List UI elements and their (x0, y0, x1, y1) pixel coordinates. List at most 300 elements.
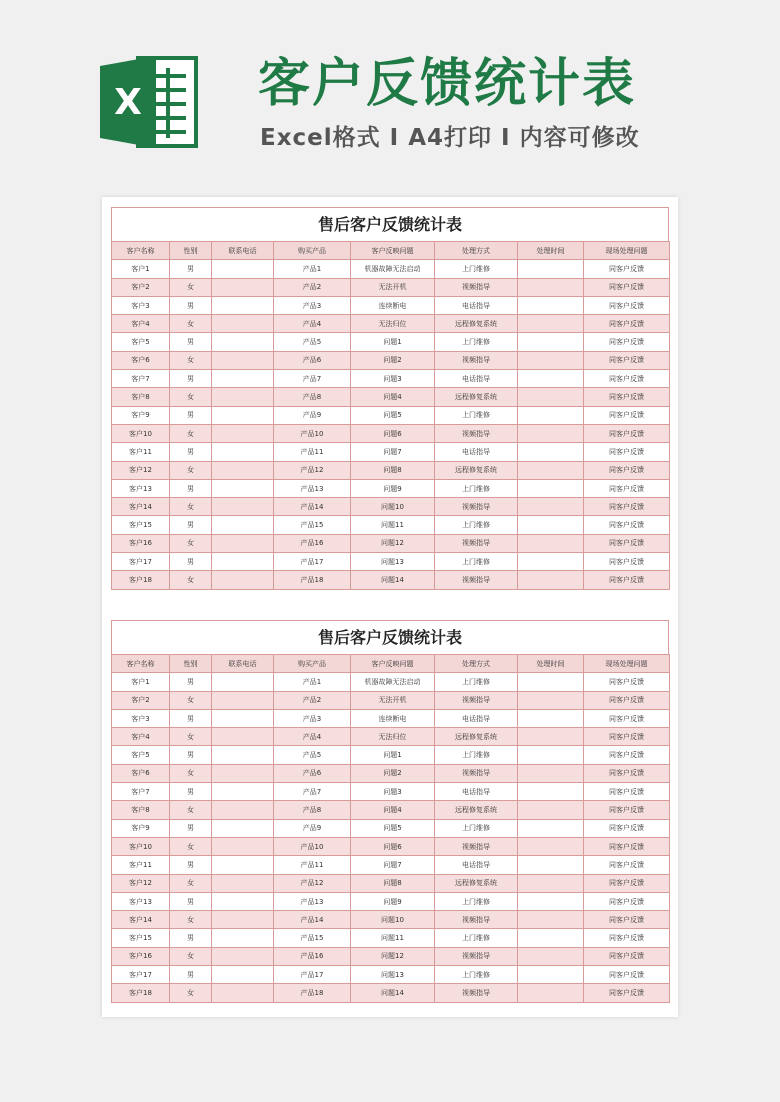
table-cell[interactable]: 产品13 (274, 479, 351, 497)
table-cell[interactable] (518, 984, 584, 1002)
table-cell[interactable]: 男 (170, 709, 212, 727)
table-cell[interactable]: 同客户反馈 (584, 874, 670, 892)
table-cell[interactable]: 问题5 (351, 819, 435, 837)
table-cell[interactable]: 远程修复系统 (435, 728, 518, 746)
table-cell[interactable]: 同客户反馈 (584, 929, 670, 947)
table-row (112, 424, 670, 442)
table-cell[interactable] (518, 424, 584, 442)
excel-logo-icon (96, 52, 200, 152)
table-cell[interactable] (518, 333, 584, 351)
table-cell[interactable]: 客户16 (112, 534, 170, 552)
table-cell[interactable] (518, 461, 584, 479)
table-cell[interactable]: 上门维修 (435, 746, 518, 764)
table-cell[interactable] (518, 801, 584, 819)
table-cell[interactable]: 远程修复系统 (435, 801, 518, 819)
table-cell[interactable]: 男 (170, 673, 212, 691)
table-cell[interactable]: 女 (170, 571, 212, 589)
table-cell[interactable] (212, 947, 274, 965)
table-cell[interactable] (518, 911, 584, 929)
table-cell[interactable]: 客户17 (112, 553, 170, 571)
table-cell[interactable] (518, 498, 584, 516)
table-cell[interactable]: 女 (170, 424, 212, 442)
table-cell[interactable]: 客户8 (112, 801, 170, 819)
table-cell[interactable] (518, 516, 584, 534)
table-cell[interactable] (212, 443, 274, 461)
table-cell[interactable]: 视频指导 (435, 278, 518, 296)
table-cell[interactable]: 产品16 (274, 534, 351, 552)
table-cell[interactable]: 问题1 (351, 746, 435, 764)
table-row (112, 553, 670, 571)
table-row (112, 673, 670, 691)
table-cell[interactable] (518, 728, 584, 746)
table-cell[interactable]: 产品12 (274, 461, 351, 479)
table-cell[interactable]: 无法归位 (351, 315, 435, 333)
table-cell[interactable] (212, 553, 274, 571)
table-cell[interactable] (518, 892, 584, 910)
table-cell[interactable]: 问题10 (351, 911, 435, 929)
table-cell[interactable]: 机器故障无法启动 (351, 673, 435, 691)
table-cell[interactable]: 视频指导 (435, 947, 518, 965)
table-cell[interactable]: 产品18 (274, 984, 351, 1002)
table-cell[interactable]: 男 (170, 746, 212, 764)
table-cell[interactable] (518, 370, 584, 388)
table-cell[interactable]: 同客户反馈 (584, 443, 670, 461)
table-cell[interactable]: 上门维修 (435, 819, 518, 837)
table-cell[interactable]: 女 (170, 691, 212, 709)
table-cell[interactable]: 无法开机 (351, 278, 435, 296)
table-cell[interactable]: 同客户反馈 (584, 984, 670, 1002)
table-cell[interactable]: 女 (170, 984, 212, 1002)
table-row (112, 947, 670, 965)
table-cell[interactable]: 产品7 (274, 783, 351, 801)
table-cell[interactable]: 女 (170, 764, 212, 782)
table-cell[interactable]: 上门维修 (435, 553, 518, 571)
table-cell[interactable] (212, 406, 274, 424)
table-cell[interactable]: 连续断电 (351, 296, 435, 314)
table-cell[interactable]: 问题5 (351, 406, 435, 424)
table-cell[interactable] (518, 966, 584, 984)
table-cell[interactable] (212, 966, 274, 984)
table-cell[interactable] (212, 746, 274, 764)
table-cell[interactable]: 电话指导 (435, 856, 518, 874)
table-cell[interactable]: 问题3 (351, 783, 435, 801)
table-cell[interactable]: 男 (170, 406, 212, 424)
table-cell[interactable]: 女 (170, 461, 212, 479)
table-cell[interactable] (212, 819, 274, 837)
table-cell[interactable]: 同客户反馈 (584, 837, 670, 855)
table-cell[interactable]: 客户11 (112, 856, 170, 874)
table-cell[interactable]: 远程修复系统 (435, 388, 518, 406)
table-cell[interactable] (212, 673, 274, 691)
table-cell[interactable] (518, 534, 584, 552)
table-cell[interactable]: 产品6 (274, 764, 351, 782)
table-cell[interactable] (212, 516, 274, 534)
table-cell[interactable]: 同客户反馈 (584, 553, 670, 571)
table-cell[interactable]: 问题6 (351, 837, 435, 855)
table-cell[interactable]: 同客户反馈 (584, 278, 670, 296)
table-cell[interactable] (212, 874, 274, 892)
table-cell[interactable]: 同客户反馈 (584, 534, 670, 552)
table-cell[interactable] (212, 333, 274, 351)
table-cell[interactable]: 客户10 (112, 837, 170, 855)
table-cell[interactable]: 客户15 (112, 929, 170, 947)
table-cell[interactable] (212, 534, 274, 552)
table-cell[interactable]: 产品4 (274, 315, 351, 333)
table-cell[interactable] (212, 929, 274, 947)
table-cell[interactable]: 同客户反馈 (584, 333, 670, 351)
table-cell[interactable]: 问题12 (351, 534, 435, 552)
table-header-row (112, 242, 670, 260)
table-cell[interactable]: 产品8 (274, 388, 351, 406)
table-cell[interactable]: 男 (170, 856, 212, 874)
table-cell[interactable]: 电话指导 (435, 370, 518, 388)
table-cell[interactable]: 客户10 (112, 424, 170, 442)
table-cell[interactable]: 问题10 (351, 498, 435, 516)
table-cell[interactable]: 女 (170, 498, 212, 516)
table-cell[interactable] (518, 315, 584, 333)
table-cell[interactable]: 同客户反馈 (584, 783, 670, 801)
table-row (112, 370, 670, 388)
table-cell[interactable]: 视频指导 (435, 691, 518, 709)
table-cell[interactable]: 同客户反馈 (584, 498, 670, 516)
table-cell[interactable]: 问题11 (351, 929, 435, 947)
table-cell[interactable]: 远程修复系统 (435, 461, 518, 479)
table-cell[interactable] (518, 746, 584, 764)
table-cell[interactable]: 客户1 (112, 673, 170, 691)
table-cell[interactable]: 问题7 (351, 856, 435, 874)
table-cell[interactable]: 同客户反馈 (584, 260, 670, 278)
table-cell[interactable]: 女 (170, 534, 212, 552)
table-cell[interactable]: 产品10 (274, 424, 351, 442)
table-cell[interactable]: 无法归位 (351, 728, 435, 746)
table-cell[interactable]: 男 (170, 479, 212, 497)
table-cell[interactable]: 问题1 (351, 333, 435, 351)
table-cell[interactable] (518, 571, 584, 589)
table-cell[interactable]: 产品4 (274, 728, 351, 746)
table-cell[interactable]: 连续断电 (351, 709, 435, 727)
table-cell[interactable]: 问题6 (351, 424, 435, 442)
table-cell[interactable]: 上门维修 (435, 406, 518, 424)
table-cell[interactable] (212, 498, 274, 516)
table-cell[interactable]: 电话指导 (435, 783, 518, 801)
table-cell[interactable]: 男 (170, 553, 212, 571)
table-cell[interactable]: 问题11 (351, 516, 435, 534)
table-cell[interactable]: 同客户反馈 (584, 351, 670, 369)
table-cell[interactable]: 同客户反馈 (584, 370, 670, 388)
table-cell[interactable] (212, 892, 274, 910)
table-cell[interactable]: 同客户反馈 (584, 764, 670, 782)
table-cell[interactable]: 客户3 (112, 296, 170, 314)
table-cell[interactable]: 同客户反馈 (584, 673, 670, 691)
table-cell[interactable] (518, 296, 584, 314)
table-cell[interactable]: 男 (170, 783, 212, 801)
table-cell[interactable] (212, 911, 274, 929)
table-cell[interactable]: 产品6 (274, 351, 351, 369)
table-cell[interactable]: 产品7 (274, 370, 351, 388)
table-cell[interactable]: 产品14 (274, 498, 351, 516)
table-cell[interactable]: 客户14 (112, 498, 170, 516)
table-cell[interactable] (212, 837, 274, 855)
table-cell[interactable] (518, 673, 584, 691)
table-cell[interactable]: 男 (170, 260, 212, 278)
table-cell[interactable] (518, 874, 584, 892)
table-cell[interactable]: 客户15 (112, 516, 170, 534)
table-cell[interactable]: 客户16 (112, 947, 170, 965)
table-cell[interactable]: 客户6 (112, 764, 170, 782)
table-cell[interactable]: 产品11 (274, 856, 351, 874)
table-cell[interactable]: 女 (170, 728, 212, 746)
table-cell[interactable]: 客户14 (112, 911, 170, 929)
table-cell[interactable] (518, 443, 584, 461)
table-cell[interactable] (212, 461, 274, 479)
table-cell[interactable]: 上门维修 (435, 333, 518, 351)
table-cell[interactable]: 问题7 (351, 443, 435, 461)
table-cell[interactable]: 产品12 (274, 874, 351, 892)
table-cell[interactable]: 产品17 (274, 966, 351, 984)
table-cell[interactable] (518, 691, 584, 709)
table-cell[interactable]: 问题12 (351, 947, 435, 965)
table-cell[interactable]: 同客户反馈 (584, 911, 670, 929)
table-cell[interactable]: 远程修复系统 (435, 315, 518, 333)
table-cell[interactable]: 上门维修 (435, 966, 518, 984)
table-cell[interactable]: 产品18 (274, 571, 351, 589)
table-cell[interactable]: 问题8 (351, 874, 435, 892)
table-cell[interactable] (518, 351, 584, 369)
table-cell[interactable]: 同客户反馈 (584, 388, 670, 406)
table-cell[interactable]: 电话指导 (435, 709, 518, 727)
table-cell[interactable] (212, 315, 274, 333)
table-row (112, 443, 670, 461)
table-cell[interactable]: 女 (170, 315, 212, 333)
table-cell[interactable] (518, 278, 584, 296)
table-cell[interactable] (212, 296, 274, 314)
table-cell[interactable]: 男 (170, 929, 212, 947)
table-cell[interactable]: 客户18 (112, 571, 170, 589)
table-cell[interactable] (518, 929, 584, 947)
table-cell[interactable]: 问题4 (351, 388, 435, 406)
table-cell[interactable]: 远程修复系统 (435, 874, 518, 892)
table-cell[interactable]: 同客户反馈 (584, 691, 670, 709)
table-cell[interactable] (518, 783, 584, 801)
table-cell[interactable]: 客户9 (112, 406, 170, 424)
table-cell[interactable]: 同客户反馈 (584, 709, 670, 727)
table-cell[interactable]: 同客户反馈 (584, 571, 670, 589)
table-cell[interactable]: 问题13 (351, 553, 435, 571)
table-cell[interactable] (212, 801, 274, 819)
table-cell[interactable] (212, 691, 274, 709)
table-cell[interactable] (212, 260, 274, 278)
table-cell[interactable] (518, 479, 584, 497)
table-cell[interactable] (518, 553, 584, 571)
table-cell[interactable]: 同客户反馈 (584, 947, 670, 965)
table-cell[interactable] (212, 709, 274, 727)
table-cell[interactable]: 产品5 (274, 746, 351, 764)
table-cell[interactable] (212, 388, 274, 406)
table-cell[interactable]: 同客户反馈 (584, 315, 670, 333)
table-cell[interactable]: 同客户反馈 (584, 801, 670, 819)
table-cell[interactable]: 男 (170, 443, 212, 461)
table-cell[interactable]: 同客户反馈 (584, 406, 670, 424)
table-cell[interactable]: 产品15 (274, 516, 351, 534)
table-cell[interactable]: 客户13 (112, 892, 170, 910)
table-cell[interactable]: 同客户反馈 (584, 479, 670, 497)
table-cell[interactable] (212, 571, 274, 589)
table-cell[interactable]: 问题8 (351, 461, 435, 479)
table-cell[interactable]: 客户12 (112, 874, 170, 892)
table-cell[interactable]: 上门维修 (435, 479, 518, 497)
table-cell[interactable]: 客户5 (112, 333, 170, 351)
table-cell[interactable]: 产品3 (274, 709, 351, 727)
table-cell[interactable]: 问题3 (351, 370, 435, 388)
table-cell[interactable]: 视频指导 (435, 911, 518, 929)
table-cell[interactable]: 客户5 (112, 746, 170, 764)
table-cell[interactable]: 机器故障无法启动 (351, 260, 435, 278)
table-cell[interactable] (212, 351, 274, 369)
table-cell[interactable]: 女 (170, 947, 212, 965)
table-cell[interactable] (518, 947, 584, 965)
table-cell[interactable]: 问题13 (351, 966, 435, 984)
table-cell[interactable]: 客户9 (112, 819, 170, 837)
table-cell[interactable]: 客户1 (112, 260, 170, 278)
table-cell[interactable]: 客户7 (112, 370, 170, 388)
table-cell[interactable]: 视频指导 (435, 764, 518, 782)
table-cell[interactable]: 女 (170, 388, 212, 406)
table-cell[interactable]: 女 (170, 911, 212, 929)
table-cell[interactable]: 客户6 (112, 351, 170, 369)
table-cell[interactable]: 同客户反馈 (584, 819, 670, 837)
table-cell[interactable]: 问题14 (351, 984, 435, 1002)
table-cell[interactable] (518, 837, 584, 855)
table-cell[interactable]: 男 (170, 892, 212, 910)
table-cell[interactable] (518, 709, 584, 727)
table-cell[interactable]: 男 (170, 819, 212, 837)
table-cell[interactable]: 产品14 (274, 911, 351, 929)
table-cell[interactable]: 视频指导 (435, 534, 518, 552)
table-cell[interactable]: 客户2 (112, 278, 170, 296)
table-cell[interactable] (518, 388, 584, 406)
table-cell[interactable]: 同客户反馈 (584, 296, 670, 314)
table-cell[interactable]: 同客户反馈 (584, 424, 670, 442)
table-cell[interactable]: 同客户反馈 (584, 892, 670, 910)
table-cell[interactable]: 产品15 (274, 929, 351, 947)
table-cell[interactable]: 问题9 (351, 892, 435, 910)
table-cell[interactable]: 客户3 (112, 709, 170, 727)
table-cell[interactable]: 男 (170, 370, 212, 388)
table-cell[interactable]: 问题9 (351, 479, 435, 497)
table-cell[interactable]: 男 (170, 333, 212, 351)
table-cell[interactable]: 产品13 (274, 892, 351, 910)
table-cell[interactable]: 客户18 (112, 984, 170, 1002)
table-cell[interactable]: 男 (170, 296, 212, 314)
table-cell[interactable] (212, 856, 274, 874)
table-cell[interactable]: 女 (170, 278, 212, 296)
table-cell[interactable] (212, 370, 274, 388)
table-cell[interactable]: 产品2 (274, 691, 351, 709)
table-cell[interactable]: 上门维修 (435, 892, 518, 910)
table-cell[interactable]: 女 (170, 801, 212, 819)
table-cell[interactable]: 客户17 (112, 966, 170, 984)
table-cell[interactable]: 问题14 (351, 571, 435, 589)
table-cell[interactable]: 上门维修 (435, 516, 518, 534)
table-cell[interactable]: 客户4 (112, 728, 170, 746)
table-cell[interactable]: 产品8 (274, 801, 351, 819)
table-cell[interactable]: 客户7 (112, 783, 170, 801)
table-cell[interactable]: 产品1 (274, 673, 351, 691)
table-cell[interactable]: 男 (170, 966, 212, 984)
table-cell[interactable]: 同客户反馈 (584, 966, 670, 984)
table-cell[interactable]: 问题4 (351, 801, 435, 819)
table-cell[interactable]: 产品11 (274, 443, 351, 461)
table-row (112, 728, 670, 746)
table-cell[interactable]: 视频指导 (435, 351, 518, 369)
table-cell[interactable] (518, 856, 584, 874)
table-cell[interactable]: 产品9 (274, 819, 351, 837)
table-cell[interactable]: 客户12 (112, 461, 170, 479)
table-cell[interactable] (212, 984, 274, 1002)
column-header: 处理时间 (518, 655, 584, 673)
table-cell[interactable]: 女 (170, 874, 212, 892)
table-cell[interactable]: 产品1 (274, 260, 351, 278)
table-cell[interactable]: 同客户反馈 (584, 856, 670, 874)
table-cell[interactable]: 产品3 (274, 296, 351, 314)
table-cell[interactable]: 男 (170, 516, 212, 534)
table-cell[interactable] (518, 819, 584, 837)
table-cell[interactable]: 女 (170, 837, 212, 855)
table-cell[interactable]: 视频指导 (435, 837, 518, 855)
table-cell[interactable]: 上门维修 (435, 260, 518, 278)
table-cell[interactable]: 视频指导 (435, 498, 518, 516)
table-cell[interactable]: 电话指导 (435, 443, 518, 461)
table-cell[interactable]: 视频指导 (435, 424, 518, 442)
table-cell[interactable]: 产品10 (274, 837, 351, 855)
table-cell[interactable] (518, 764, 584, 782)
table-cell[interactable]: 客户8 (112, 388, 170, 406)
table-row (112, 837, 670, 855)
table-cell[interactable]: 问题2 (351, 351, 435, 369)
table-cell[interactable] (212, 783, 274, 801)
table-cell[interactable]: 同客户反馈 (584, 728, 670, 746)
table-cell[interactable]: 电话指导 (435, 296, 518, 314)
table-cell[interactable]: 客户2 (112, 691, 170, 709)
table-cell[interactable]: 问题2 (351, 764, 435, 782)
table-cell[interactable] (518, 406, 584, 424)
table-cell[interactable]: 视频指导 (435, 571, 518, 589)
table-cell[interactable]: 视频指导 (435, 984, 518, 1002)
table-row (112, 479, 670, 497)
table-cell[interactable]: 同客户反馈 (584, 516, 670, 534)
table-cell[interactable] (212, 728, 274, 746)
table-cell[interactable]: 客户4 (112, 315, 170, 333)
table-cell[interactable]: 无法开机 (351, 691, 435, 709)
table-cell[interactable]: 同客户反馈 (584, 746, 670, 764)
table-cell[interactable]: 客户13 (112, 479, 170, 497)
table-cell[interactable] (212, 764, 274, 782)
table-cell[interactable] (518, 260, 584, 278)
table-cell[interactable] (212, 278, 274, 296)
table-cell[interactable]: 产品17 (274, 553, 351, 571)
table-cell[interactable]: 女 (170, 351, 212, 369)
table-cell[interactable] (212, 424, 274, 442)
table-cell[interactable]: 上门维修 (435, 929, 518, 947)
table-cell[interactable]: 客户11 (112, 443, 170, 461)
table-cell[interactable]: 产品9 (274, 406, 351, 424)
table-cell[interactable] (212, 479, 274, 497)
table-cell[interactable]: 产品2 (274, 278, 351, 296)
table-cell[interactable]: 产品5 (274, 333, 351, 351)
table-cell[interactable]: 上门维修 (435, 673, 518, 691)
table-cell[interactable]: 同客户反馈 (584, 461, 670, 479)
table-cell[interactable]: 产品16 (274, 947, 351, 965)
